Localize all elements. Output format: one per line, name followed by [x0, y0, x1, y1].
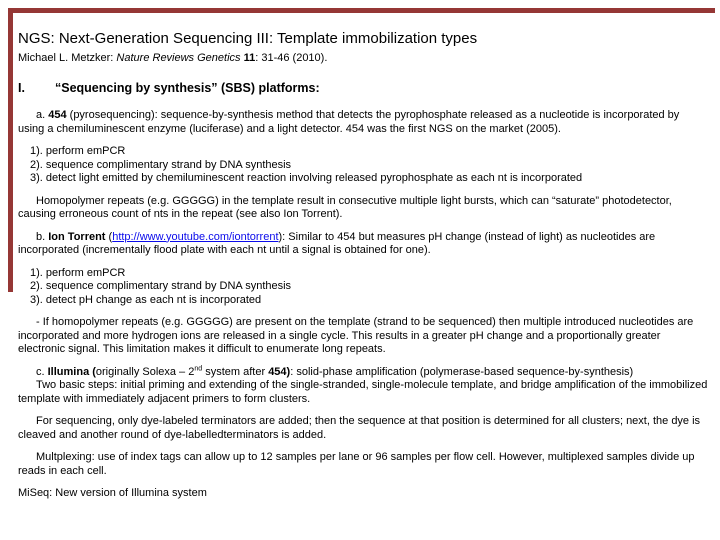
section-heading: [18, 81, 708, 95]
step-iontorrent-2: 2). sequence complimentary strand by DNA synthesis: [30, 280, 292, 292]
citation-line: [18, 52, 708, 64]
step-iontorrent-3: 3). detect pH change as each nt is incorporated: [30, 293, 262, 306]
para-iontorrent-pre: b.: [36, 230, 49, 243]
para-454-pre: a.: [36, 109, 49, 121]
heading-numeral: I.: [18, 81, 25, 95]
para-miseq: MiSeq: New version of Illumina system: [18, 487, 207, 499]
para-illumina-rest: : solid-phase amplification (polymerase-based sequence-by-synthesis): [290, 365, 634, 378]
citation-pages: : 31-46 (2010).: [255, 52, 328, 64]
para-iontorrent-rest: ): Similar to 454 but measures pH change (instead of light) as nucleotides are incorporated (incrementally flood plate with each nt until a signal is obtained for one).: [18, 230, 656, 256]
para-illumina-pre: c.: [36, 365, 48, 378]
para-illumina-mid: originally Solexa – 2: [95, 365, 195, 378]
para-illumina-name: Illumina (: [47, 365, 96, 378]
iontorrent-link[interactable]: http://www.youtube.com/iontorrent: [112, 230, 279, 243]
steps-454: [18, 145, 708, 186]
step-454-1: 1). perform emPCR: [30, 145, 126, 157]
para-454-rest: (pyrosequencing): sequence-by-synthesis method that detects the pyrophosphate released as a nucleotide is incorporated by using a chemiluminescent enzyme (luciferase) and a light detector. 454 was the first NGS on the market (2005).: [18, 109, 680, 135]
step-454-3: 3). detect light emitted by chemiluminescent reaction involving released pyrophosphate as each nt is incorporated: [30, 172, 583, 184]
heading-text: “Sequencing by synthesis” (SBS) platforms:: [55, 81, 320, 95]
para-illumina-intro: [18, 366, 708, 380]
para-iontorrent-name: Ion Torrent: [48, 230, 106, 243]
citation-author: Michael L. Metzker:: [18, 52, 117, 64]
step-iontorrent-1: 1). perform emPCR: [30, 266, 126, 279]
para-iontorrent-intro: [18, 231, 708, 258]
para-iontorrent-paren: (: [105, 230, 113, 243]
citation-volume: 11: [243, 52, 256, 64]
para-illumina-steps: Two basic steps: initial priming and extending of the single-stranded, single-molecule template, and bridge amplification of the immobilized template with immediately adjacent primers to form clusters.: [18, 379, 708, 405]
slide-border-left: [8, 8, 13, 292]
citation-journal: Nature Reviews Genetics: [116, 52, 244, 64]
para-illumina-mid2: system after: [202, 365, 269, 378]
para-multiplexing: Multplexing: use of index tags can allow up to 12 samples per lane or 96 samples per flow cell. However, multiplexed samples divide up reads in each cell.: [18, 451, 695, 477]
slide-content: [18, 30, 708, 510]
step-454-2: 2). sequence complimentary strand by DNA synthesis: [30, 158, 292, 171]
para-454-name: 454: [48, 109, 67, 121]
steps-iontorrent: [18, 267, 708, 308]
para-illumina-454: 454): [268, 365, 291, 378]
para-homopolymer-iontorrent: - If homopolymer repeats (e.g. GGGGG) are present on the template (strand to be sequenced) then multiple introduced nucleotides are incorporated and more hydrogen ions are released in a single cycle. This results in a greater pH change and a proportionally greater electronic signal. This limitation makes it difficult to enumerate long repeats.: [18, 316, 694, 355]
para-sequencing-terminators: For sequencing, only dye-labeled terminators are added; then the sequence at that position is determined for all clusters; next, the dye is cleaved and another round of dye-labelledterminators is added.: [18, 415, 701, 441]
slide-border-top: [10, 8, 715, 13]
slide-title: NGS: Next-Generation Sequencing III: Template immobilization types: [18, 30, 478, 47]
para-454-intro: [18, 109, 708, 136]
para-homopolymer-454: Homopolymer repeats (e.g. GGGGG) in the template result in consecutive multiple light bursts, which can “saturate” photodetector, causing erroneous count of nts in the repeat (see also Ion Torrent).: [18, 194, 672, 220]
para-illumina-sup: nd: [194, 364, 203, 372]
